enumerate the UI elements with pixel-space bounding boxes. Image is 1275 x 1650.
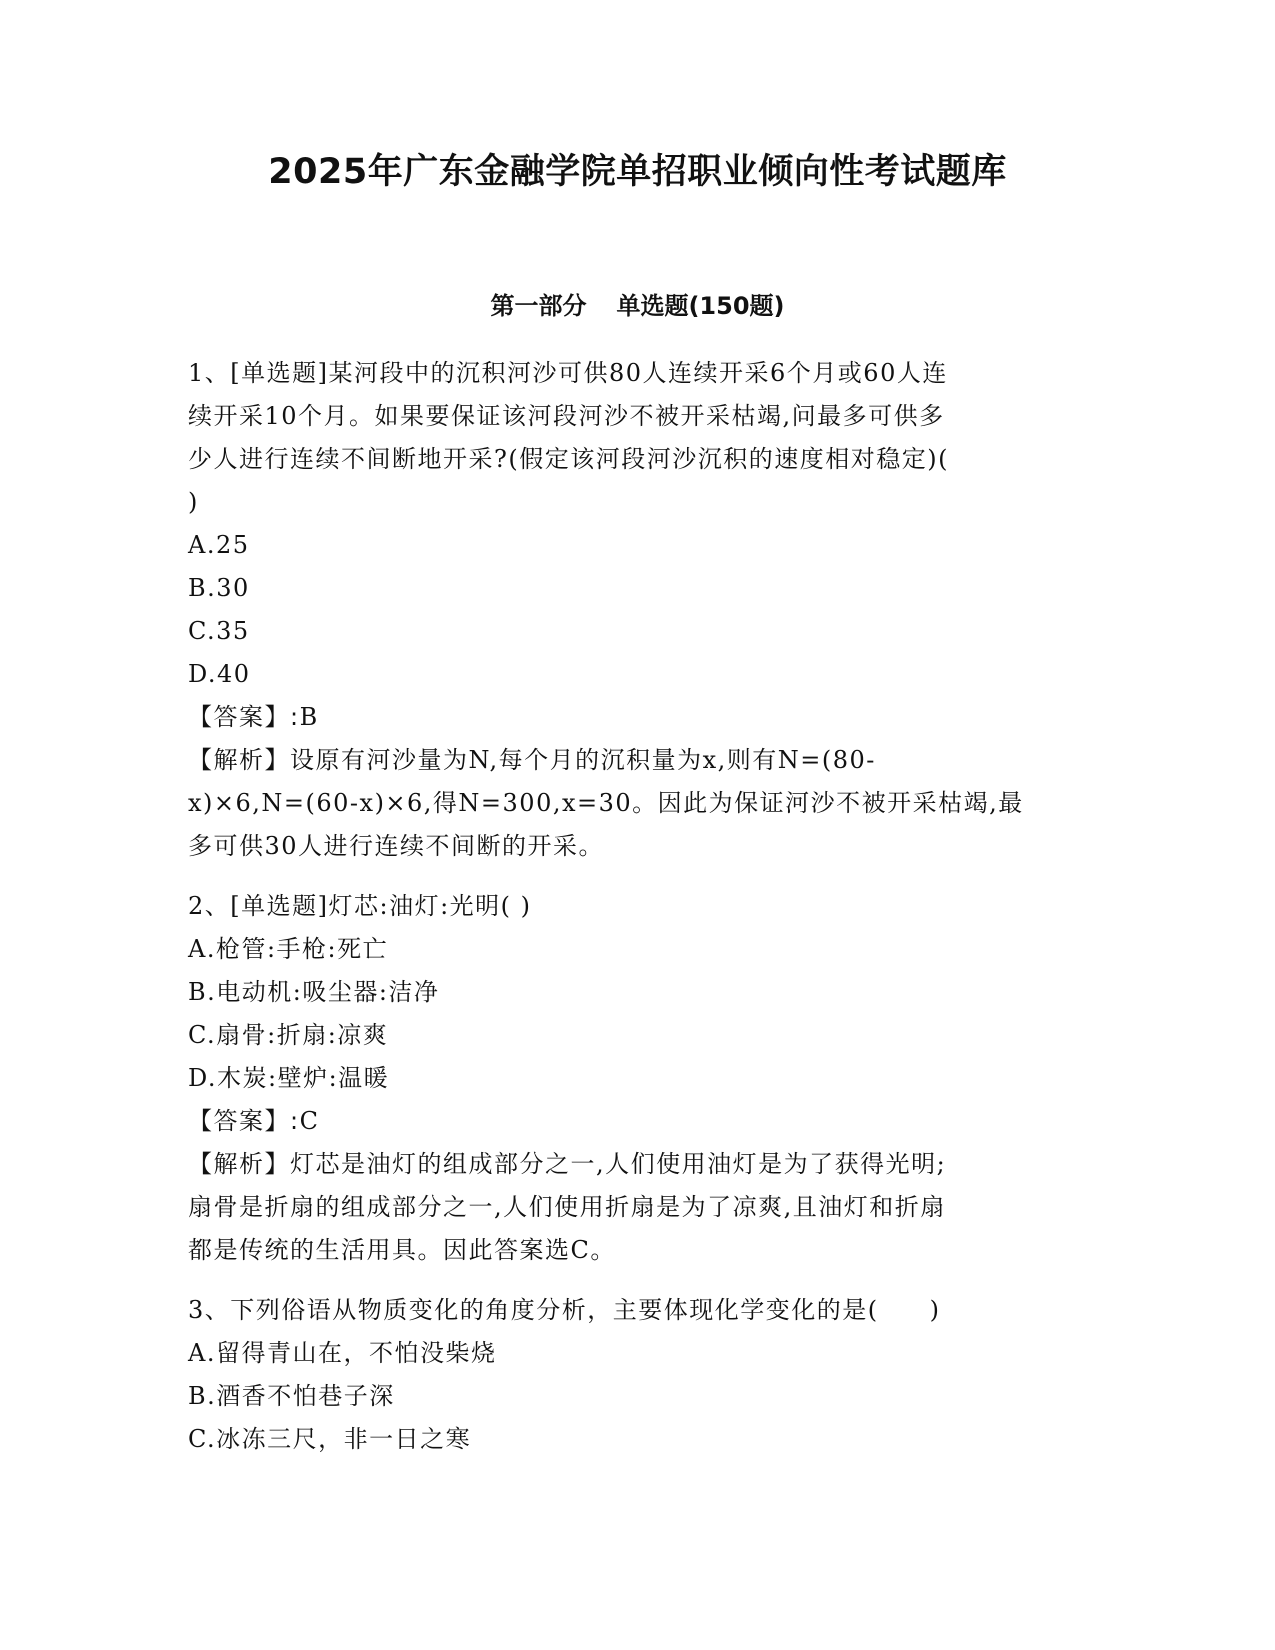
- section-heading-part: 第一部分: [490, 292, 587, 320]
- question-1-answer: [188, 696, 1088, 739]
- question-2-analysis-line-3: 都是传统的生活用具。因此答案选C。: [188, 1236, 616, 1264]
- question-1-option-b: B.30: [188, 574, 250, 602]
- question-1-analysis-line-3: 多可供30人进行连续不间断的开采。: [188, 832, 605, 860]
- section-heading: [0, 290, 1275, 322]
- analysis-text: 设原有河沙量为N,每个月的沉积量为x,则有N=(80-: [290, 746, 876, 774]
- answer-label: 【答案】:: [188, 1107, 300, 1135]
- question-2-option-b: B.电动机:吸尘器:洁净: [188, 978, 440, 1006]
- question-1-stem-line-3: 少人进行连续不间断地开采?(假定该河段河沙沉积的速度相对稳定)(: [188, 445, 949, 473]
- question-2-answer: [188, 1100, 1088, 1143]
- question-3-option-c: C.冰冻三尺，非一日之寒: [188, 1425, 472, 1453]
- question-2-option-d: D.木炭:壁炉:温暖: [188, 1064, 390, 1092]
- question-2: [188, 885, 1088, 1272]
- question-3-stem-line-1: 3、下列俗语从物质变化的角度分析，主要体现化学变化的是( ): [188, 1296, 941, 1324]
- question-1-analysis-line-2: x)×6,N=(60-x)×6,得N=300,x=30。因此为保证河沙不被开采枯竭,最: [188, 789, 1024, 817]
- answer-value: B: [299, 703, 319, 731]
- question-1-option-c: C.35: [188, 617, 250, 645]
- question-1-option-d: D.40: [188, 660, 251, 688]
- question-2-analysis-line-1: [188, 1143, 1088, 1186]
- question-2-option-c: C.扇骨:折扇:凉爽: [188, 1021, 389, 1049]
- answer-value: C: [299, 1107, 320, 1135]
- question-2-stem-line-1: 2、[单选题]灯芯:油灯:光明( ): [188, 892, 532, 920]
- question-1-option-a: A.25: [188, 531, 250, 559]
- analysis-label: 【解析】: [188, 1150, 290, 1178]
- section-heading-type: 单选题(150题): [616, 292, 785, 320]
- question-1-analysis-line-1: [188, 739, 1088, 782]
- question-1-stem-line-1: 1、[单选题]某河段中的沉积河沙可供80人连续开采6个月或60人连: [188, 359, 948, 387]
- analysis-text: 灯芯是油灯的组成部分之一,人们使用油灯是为了获得光明;: [290, 1150, 947, 1178]
- question-3: [188, 1289, 1088, 1461]
- question-3-option-b: B.酒香不怕巷子深: [188, 1382, 395, 1410]
- question-1-stem-line-2: 续开采10个月。如果要保证该河段河沙不被开采枯竭,问最多可供多: [188, 402, 945, 430]
- analysis-label: 【解析】: [188, 746, 290, 774]
- question-2-option-a: A.枪管:手枪:死亡: [188, 935, 389, 963]
- document-title: 2025年广东金融学院单招职业倾向性考试题库: [268, 152, 1007, 192]
- answer-label: 【答案】:: [188, 703, 300, 731]
- question-3-option-a: A.留得青山在，不怕没柴烧: [188, 1339, 497, 1367]
- question-list: [188, 352, 1088, 1461]
- question-2-analysis-line-2: 扇骨是折扇的组成部分之一,人们使用折扇是为了凉爽,且油灯和折扇: [188, 1193, 946, 1221]
- question-1: [188, 352, 1088, 868]
- question-1-stem-line-4: ): [188, 488, 199, 516]
